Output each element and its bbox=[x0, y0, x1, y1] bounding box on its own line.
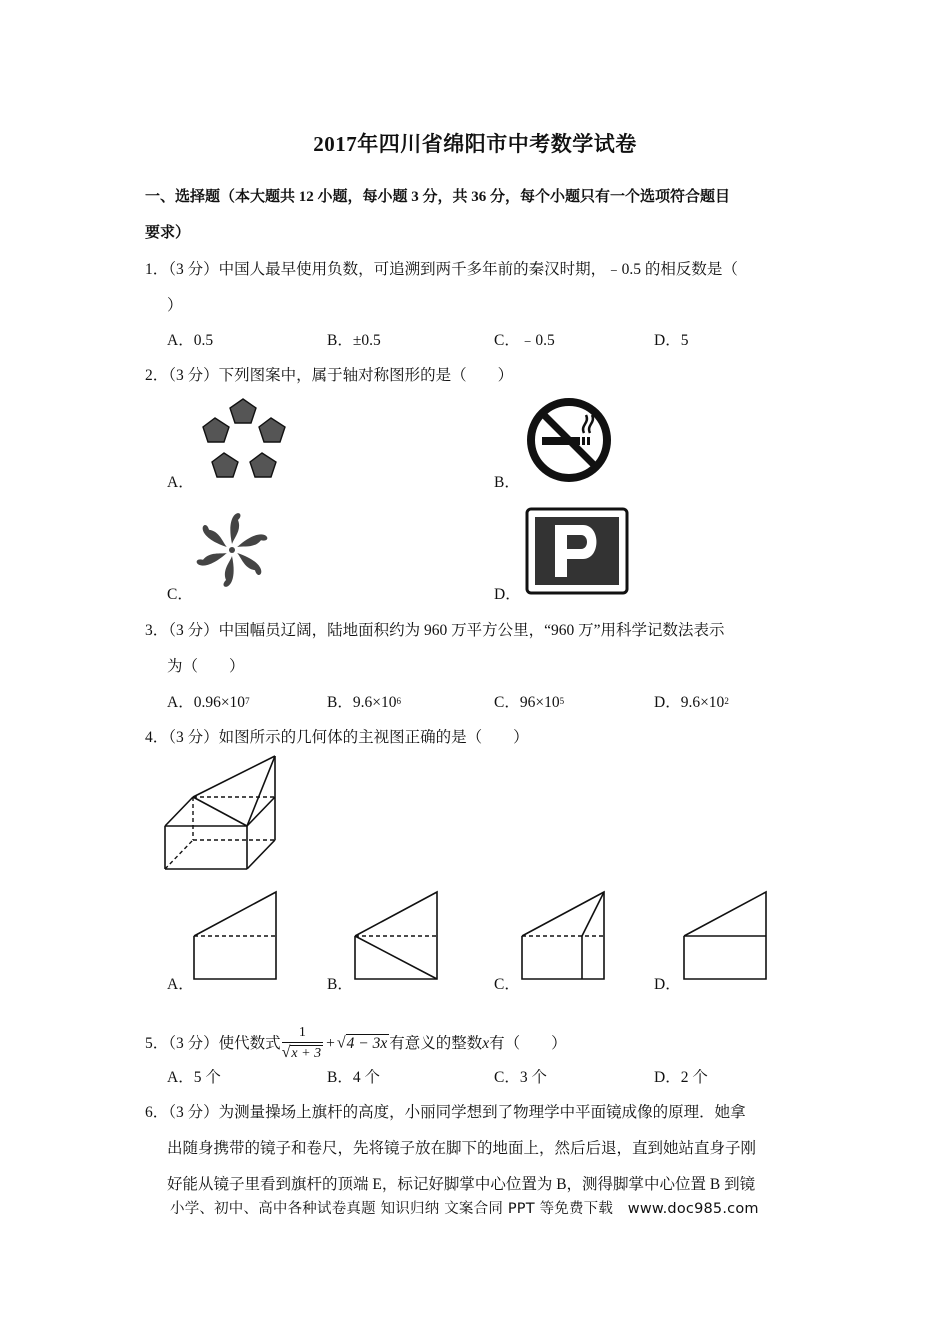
question-1-cont: ） bbox=[167, 297, 183, 314]
footer-watermark: 小学、初中、高中各种试卷真题 知识归纳 文案合同 PPT 等免费下载 www.doc985.com bbox=[170, 1201, 759, 1217]
question-5: 5．（3 分）使代数式 $\frac{1}{√x + 3}$ + √4 − 3x 有意义的整数x有（ ） bbox=[145, 1025, 567, 1061]
square-root: √4 − 3x bbox=[336, 1034, 388, 1052]
pentagon-flower-icon bbox=[196, 396, 290, 484]
page-title: 2017年四川省绵阳市中考数学试卷 bbox=[313, 132, 637, 156]
q3-option-a[interactable]: A．$0.96\times 10^7$ bbox=[167, 694, 250, 711]
q2-option-b[interactable]: B． bbox=[494, 474, 520, 491]
q3-option-b[interactable]: B．$9.6\times 10^6$ bbox=[327, 694, 401, 711]
q4-figure-c bbox=[520, 890, 606, 982]
q2-option-c[interactable]: C． bbox=[167, 586, 193, 603]
q5-option-c[interactable]: C．3 个 bbox=[494, 1069, 547, 1086]
q1-option-b[interactable]: B．±0.5 bbox=[327, 332, 381, 349]
q4-option-a[interactable]: A． bbox=[167, 976, 194, 993]
q4-option-d[interactable]: D． bbox=[654, 976, 681, 993]
solid-geometry-figure bbox=[163, 754, 279, 872]
q4-option-c[interactable]: C． bbox=[494, 976, 520, 993]
q1-option-c[interactable]: C．﹣0.5 bbox=[494, 332, 555, 349]
q2-option-d[interactable]: D． bbox=[494, 586, 521, 603]
question-4: 4．（3 分）如图所示的几何体的主视图正确的是（ ） bbox=[145, 729, 529, 746]
question-6-cont-1: 出随身携带的镜子和卷尺，先将镜子放在脚下的地面上，然后后退，直到她站直身子刚 bbox=[167, 1140, 757, 1157]
no-smoking-icon bbox=[524, 395, 614, 485]
q4-figure-a bbox=[192, 890, 278, 982]
q3-option-d[interactable]: D．$9.6\times 10^2$ bbox=[654, 694, 729, 711]
q2-option-a[interactable]: A． bbox=[167, 474, 194, 491]
q5-option-b[interactable]: B．4 个 bbox=[327, 1069, 380, 1086]
q5-option-d[interactable]: D．2 个 bbox=[654, 1069, 708, 1086]
question-6-cont-2: 好能从镜子里看到旗杆的顶端 E，标记好脚掌中心位置为 B，测得脚掌中心位置 B 到镜 bbox=[167, 1176, 756, 1193]
q4-option-b[interactable]: B． bbox=[327, 976, 353, 993]
q1-option-a[interactable]: A．0.5 bbox=[167, 332, 214, 349]
question-2: 2．（3 分）下列图案中，属于轴对称图形的是（ ） bbox=[145, 367, 514, 384]
pinwheel-icon bbox=[190, 508, 274, 592]
section-heading: 一、选择题（本大题共 12 小题，每小题 3 分，共 36 分，每个小题只有一个选项符合题目 bbox=[145, 189, 731, 205]
fraction: $\frac{1}{√x + 3}$ bbox=[281, 1025, 322, 1061]
q4-figure-d bbox=[682, 890, 768, 982]
q3-option-c[interactable]: C．$96\times 10^5$ bbox=[494, 694, 565, 711]
question-1: 1．（3 分）中国人最早使用负数，可追溯到两千多年前的秦汉时期，﹣0.5 的相反数是（ bbox=[145, 261, 738, 278]
q5-option-a[interactable]: A．5 个 bbox=[167, 1069, 221, 1086]
section-heading-cont: 要求） bbox=[145, 225, 191, 241]
question-3: 3．（3 分）中国幅员辽阔，陆地面积约为 960 万平方公里，“960 万”用科学记数法表示 bbox=[145, 622, 725, 639]
q1-option-d[interactable]: D．5 bbox=[654, 332, 689, 349]
parking-sign-icon bbox=[525, 507, 629, 595]
question-6: 6．（3 分）为测量操场上旗杆的高度，小丽同学想到了物理学中平面镜成像的原理．她拿 bbox=[145, 1104, 746, 1121]
question-3-cont: 为（ ） bbox=[167, 658, 245, 675]
q4-figure-b bbox=[353, 890, 439, 982]
